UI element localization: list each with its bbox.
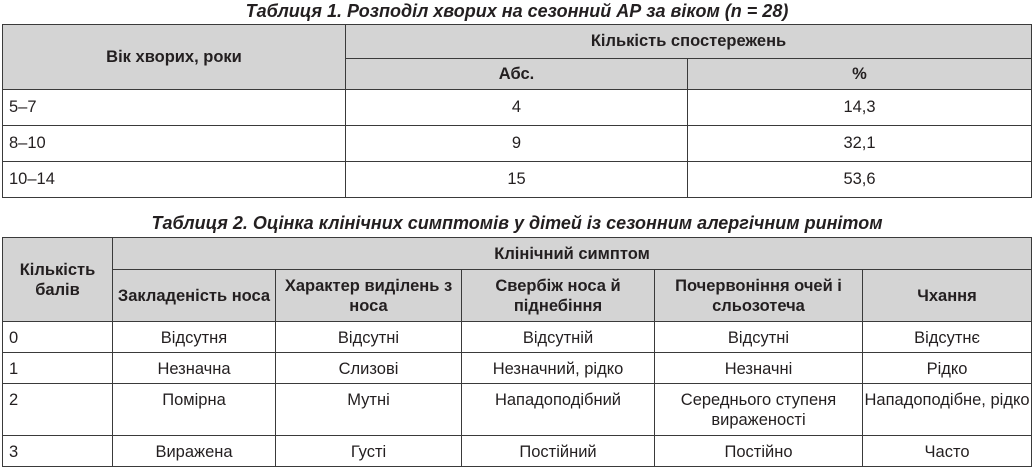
table1-caption: Таблиця 1. Розподіл хворих на сезонний АР за віком (n = 28) [245, 1, 789, 21]
abs-cell: 15 [346, 162, 688, 198]
symptom-cell: Відсутній [462, 322, 655, 353]
score-cell: 0 [3, 322, 113, 353]
symptom-cell: Незначний, рідко [462, 353, 655, 384]
symptom-cell: Відсутні [276, 322, 462, 353]
age-cell: 5–7 [3, 90, 346, 126]
abs-cell: 4 [346, 90, 688, 126]
table-row [3, 436, 1032, 467]
age-cell: 8–10 [3, 126, 346, 162]
symptom-cell: Нападоподібний [462, 384, 655, 436]
symptom-cell: Слизові [276, 353, 462, 384]
score-cell: 1 [3, 353, 113, 384]
symptom-cell: Відсутні [655, 322, 863, 353]
table-row [3, 90, 1032, 126]
age-distribution-table [2, 24, 1032, 198]
symptom-cell: Густі [276, 436, 462, 467]
table-row [3, 353, 1032, 384]
symptom-cell: Відсутнє [863, 322, 1032, 353]
header-pct: % [688, 59, 1032, 90]
pct-cell: 53,6 [688, 162, 1032, 198]
header-nasal-congestion: Закладеність носа [113, 270, 276, 322]
abs-cell: 9 [346, 126, 688, 162]
table-row [3, 162, 1032, 198]
symptom-cell: Нападоподібне, рідко [863, 384, 1032, 436]
symptom-cell: Мутні [276, 384, 462, 436]
header-discharge: Характер виділень з носа [276, 270, 462, 322]
header-abs: Абс. [346, 59, 688, 90]
score-cell: 3 [3, 436, 113, 467]
header-observations: Кількість спостережень [346, 25, 1032, 59]
table-row [3, 126, 1032, 162]
symptom-cell: Незначна [113, 353, 276, 384]
header-sneezing: Чхання [863, 270, 1032, 322]
symptom-cell: Рідко [863, 353, 1032, 384]
symptom-cell: Часто [863, 436, 1032, 467]
score-cell: 2 [3, 384, 113, 436]
header-score: Кількість балів [3, 238, 113, 322]
symptom-cell: Виражена [113, 436, 276, 467]
table-row [3, 322, 1032, 353]
age-cell: 10–14 [3, 162, 346, 198]
table2-caption: Таблиця 2. Оцінка клінічних симптомів у дітей із сезонним алергічним ринітом [151, 213, 883, 233]
header-age: Вік хворих, роки [3, 25, 346, 90]
symptom-cell: Постійний [462, 436, 655, 467]
symptom-cell: Незначні [655, 353, 863, 384]
symptom-score-table [2, 237, 1032, 467]
symptom-cell: Відсутня [113, 322, 276, 353]
table-row [3, 384, 1032, 436]
pct-cell: 32,1 [688, 126, 1032, 162]
header-itching: Свербіж носа й піднебіння [462, 270, 655, 322]
pct-cell: 14,3 [688, 90, 1032, 126]
header-symptom: Клінічний симптом [113, 238, 1032, 270]
header-eye-redness: Почервоніння очей і сльозотеча [655, 270, 863, 322]
symptom-cell: Постійно [655, 436, 863, 467]
symptom-cell: Помірна [113, 384, 276, 436]
symptom-cell: Середнього ступеня вираженості [655, 384, 863, 436]
